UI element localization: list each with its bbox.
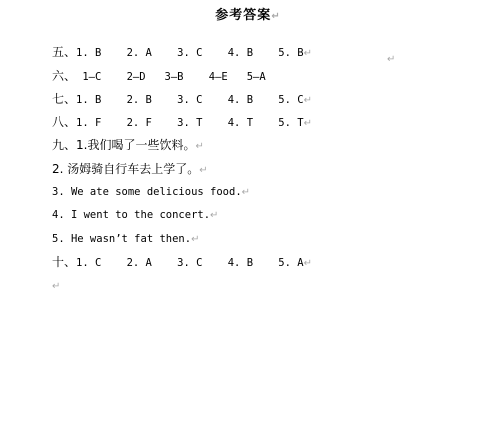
paragraph-mark-icon: ↵: [303, 95, 312, 106]
section-label: 十、: [52, 255, 77, 269]
answer-text: 5. He wasn’t fat then.: [52, 233, 192, 245]
answer-line-9-2: [38, 145, 208, 176]
answer-line-6: [38, 52, 458, 83]
paragraph-mark-icon: ↵: [303, 118, 312, 129]
empty-paragraph: [38, 262, 61, 292]
paragraph-mark-icon: ↵: [303, 48, 312, 59]
answer-line-9-3: [38, 168, 251, 198]
paragraph-mark-icon: ↵: [210, 210, 219, 221]
answer-text: 1. B 2. A 3. C 4. B 5. B: [76, 47, 304, 59]
paragraph-mark-icon: ↵: [303, 258, 312, 269]
paragraph-mark-icon: ↵: [195, 141, 204, 152]
paragraph-mark-icon: ↵: [52, 281, 61, 292]
answer-text: 1. C 2. A 3. C 4. B 5. A: [76, 257, 304, 269]
paragraph-mark-icon: ↵: [387, 54, 396, 65]
answer-text: 1.我们喝了一些饮料。: [76, 138, 196, 152]
answer-line-7: [38, 75, 312, 106]
answer-line-9-4: [38, 191, 219, 221]
answer-line-9-5: [38, 215, 200, 245]
answer-text: 1. B 2. B 3. C 4. B 5. C: [76, 94, 304, 106]
answer-line-5: [38, 28, 312, 59]
answer-line-10: [38, 238, 312, 269]
answer-text: 3. We ate some delicious food.: [52, 186, 242, 198]
section-label: 九、: [52, 138, 77, 152]
answer-text: 1. F 2. F 3. T 4. T 5. T: [76, 117, 304, 129]
answer-line-8: [38, 98, 312, 129]
document-title: [0, 4, 496, 23]
section-label: 八、: [52, 115, 77, 129]
section-label: 五、: [52, 45, 77, 59]
answer-text: 2. 汤姆骑自行车去上学了。: [52, 162, 200, 176]
section-label: 六、: [52, 69, 77, 83]
answer-line-9: [38, 121, 204, 152]
paragraph-mark-icon: ↵: [199, 165, 208, 176]
title-text: 参考答案: [215, 8, 272, 23]
section-label: 七、: [52, 92, 77, 106]
paragraph-mark-icon: ↵: [271, 11, 281, 22]
answer-text: 1—C 2—D 3—B 4—E 5—A: [76, 71, 266, 83]
answer-text: 4. I went to the concert.: [52, 209, 211, 221]
paragraph-mark-icon: ↵: [191, 234, 200, 245]
paragraph-mark-icon: ↵: [241, 187, 251, 198]
